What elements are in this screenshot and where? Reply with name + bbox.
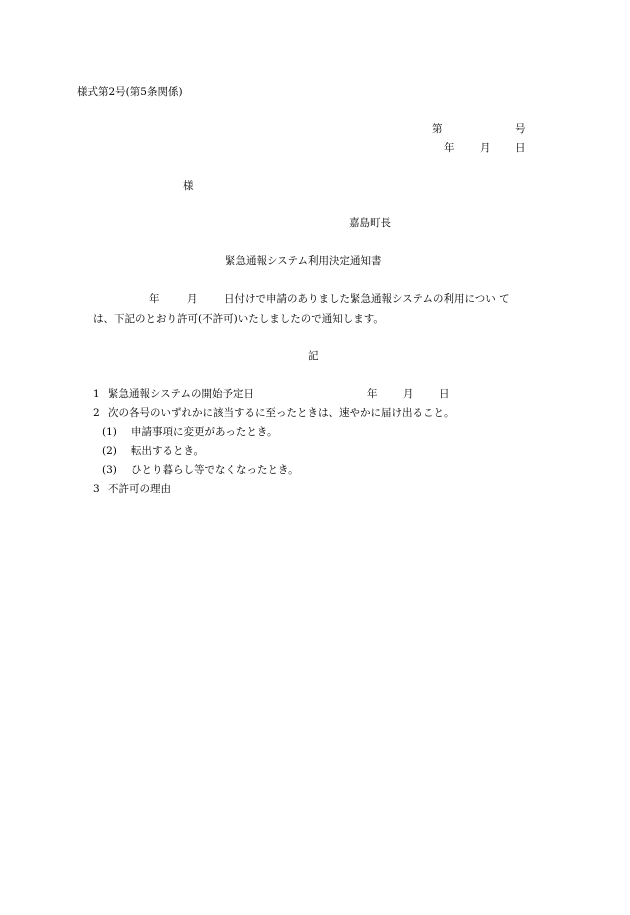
sub-item-1-number: (1) (102, 426, 117, 438)
recipient-suffix: 様 (183, 180, 194, 192)
item-3-text: 不許可の理由 (108, 483, 171, 495)
item-1-month: 月 (403, 388, 414, 400)
item-2-number: 2 (93, 407, 100, 419)
body-line-1: 日付けで申請のありました緊急通報システムの利用につい て (224, 293, 510, 305)
sub-item-1-text: 申請事項に変更があったとき。 (131, 426, 278, 438)
body-year: 年 (149, 293, 160, 305)
item-1-number: 1 (93, 388, 100, 400)
sender: 嘉島町長 (349, 217, 391, 229)
item-1-text: 緊急通報システムの開始予定日 (108, 388, 254, 400)
body-month: 月 (187, 293, 198, 305)
ki-heading: 記 (308, 350, 319, 362)
body-line-2: は、下記のとおり許可(不許可)いたしましたので通知します。 (93, 313, 384, 325)
item-1-year: 年 (367, 388, 378, 400)
sub-item-2-number: (2) (102, 445, 117, 457)
form-label: 様式第2号(第5条関係) (77, 86, 183, 98)
doc-number-suffix: 号 (515, 123, 526, 135)
item-3-number: 3 (93, 483, 100, 495)
sub-item-3-number: (3) (102, 464, 117, 476)
item-1-day: 日 (439, 388, 450, 400)
date-year: 年 (444, 142, 455, 154)
doc-number-prefix: 第 (432, 123, 443, 135)
sub-item-2-text: 転出するとき。 (131, 445, 205, 457)
item-2-text: 次の各号のいずれかに該当するに至ったときは、速やかに届け出ること。 (108, 407, 455, 419)
document-title: 緊急通報システム利用決定通知書 (225, 255, 382, 267)
date-month: 月 (480, 142, 491, 154)
date-day: 日 (515, 142, 526, 154)
sub-item-3-text: ひとり暮らし等でなくなったとき。 (131, 464, 299, 476)
